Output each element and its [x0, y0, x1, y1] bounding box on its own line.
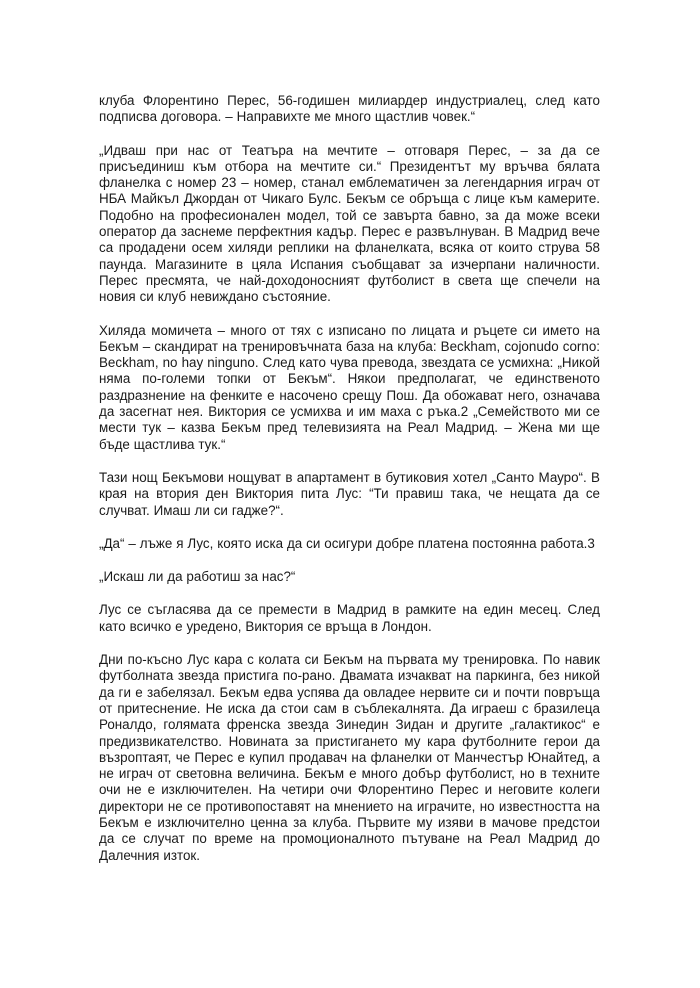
paragraph-7: Лус се съгласява да се премести в Мадрид в рамките на един месец. След като всичко е уредено, Виктория се връща в Лондон.	[99, 602, 600, 634]
paragraph-6: „Искаш ли да работиш за нас?“	[99, 569, 296, 585]
paragraph-8: Дни по-късно Лус кара с колата си Бекъм на първата му тренировка. По навик футболната звезда пристига по-рано. Двамата изчакват на паркинга, без никой да ги е забелязал. Бекъм едва успява да овладее нервите си и почти повръща от притеснение. Не иска да стои сам в съблекалнята. Да играеш с бразилеца Роналдо, голямата френска звезда Зинедин Зидан и другите „галактикос“ е предизвикателство. Новината за пристигането му кара футболните герои да възроптаят, че Перес е купил продавач на фланелки от Манчестър Юнайтед, а не играч от световна величина. Бекъм е много добър футболист, но в техните очи не е изключителен. На четири очи Флорентино Перес и неговите колеги директори не се противопоставят на мнението на играчите, но известността на Бекъм е изключително ценна за клуба. Първите му изяви в мачове предстои да се случат по време на промоционалното пътуване на Реал Мадрид до Далечния изток.	[99, 652, 600, 863]
paragraph-4: Тази нощ Бекъмови нощуват в апартамент в бутиковия хотел „Санто Мауро“. В края на втория ден Виктория пита Лус: “Ти правиш така, че нещата да се случват. Имаш ли си гадже?“.	[99, 469, 600, 518]
paragraph-1: клуба Флорентино Перес, 56-годишен милиардер индустриалец, след като подписва договора. – Направихте ме много щастлив човек.“	[99, 93, 600, 125]
paragraph-2: „Идваш при нас от Театъра на мечтите – отговаря Перес, – за да се присъединиш към отбора на мечтите си.“ Президентът му връчва бялата фланелка с номер 23 – номер, станал емблематичен за легендарния играч от НБА Майкъл Джордан от Чикаго Булс. Бекъм се обръща с лице към камерите. Подобно на професионален модел, той се завърта бавно, за да може всеки оператор да заснеме перфектния кадър. Перес е развълнуван. В Мадрид вече са продадени осем хиляди реплики на фланелката, всяка от които струва 58 паунда. Магазините в цяла Испания съобщават за изчерпани наличности. Перес пресмята, че най-доходоносният футболист в света ще спечели на новия си клуб невиждано състояние.	[99, 142, 600, 305]
paragraph-3: Хиляда момичета – много от тях с изписано по лицата и ръцете си името на Бекъм – скандират на тренировъчната база на клуба: Beckham, cojonudo corno: Beckham, no hay ninguno. След като чува превода, звездата се усмихна: „Никой няма по-големи топки от Бекъм“. Някои предполагат, че единственото раздразнение на фенките е насочено срещу Пош. Да обожават него, означава да засегнат нея. Виктория се усмихва и им маха с ръка.2 „Семейството ми се мести тук – казва Бекъм пред телевизията на Реал Мадрид. – Жена ми ще бъде щастлива тук.“	[99, 322, 600, 452]
document-page	[99, 93, 600, 880]
paragraph-5: „Да“ – лъже я Лус, която иска да си осигури добре платена постоянна работа.3	[99, 535, 595, 551]
